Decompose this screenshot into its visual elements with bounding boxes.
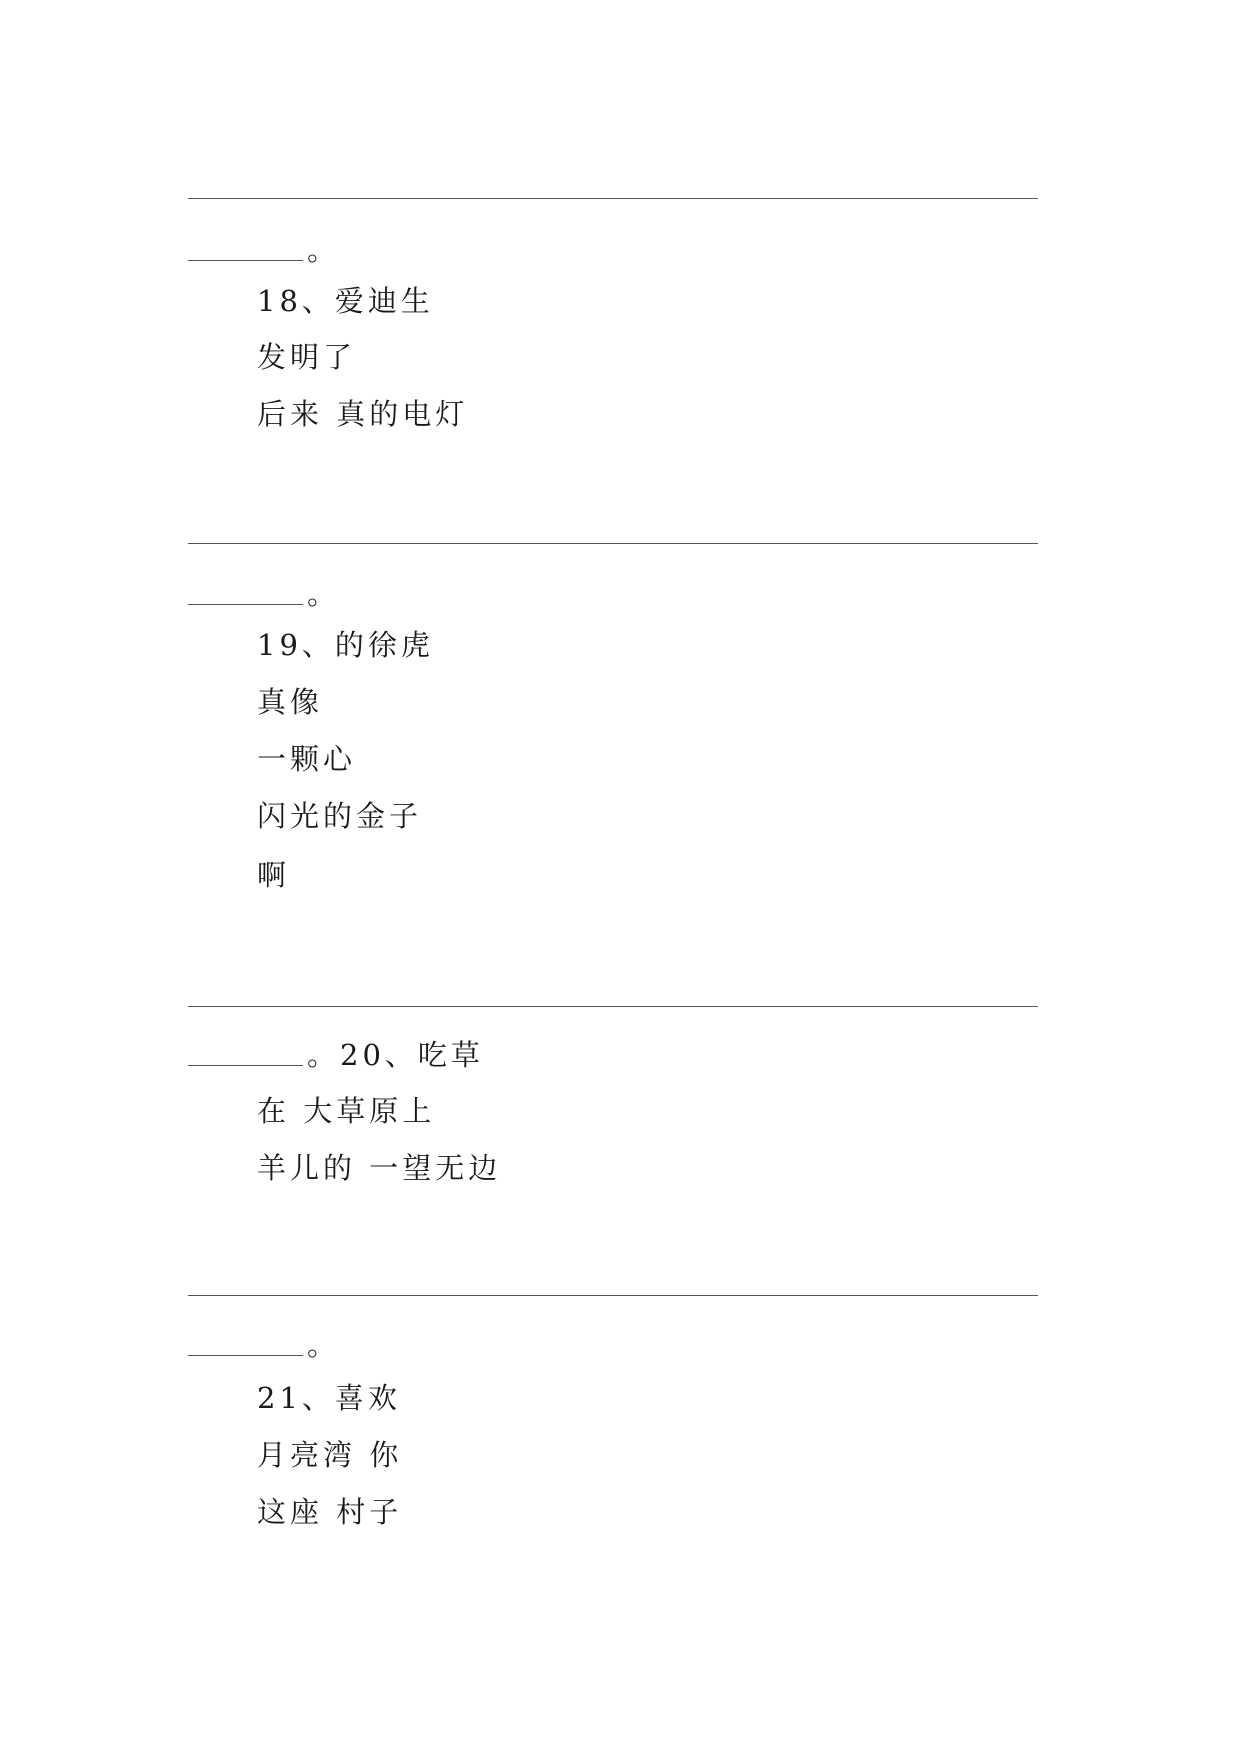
answer-line-short [188, 260, 303, 261]
answer-line-long [188, 1006, 1038, 1007]
question-21-title: 21、喜欢 [257, 1381, 401, 1415]
answer-line-end [188, 576, 340, 612]
question-19-word: 一颗心 [257, 742, 357, 776]
answer-line-long [188, 543, 1038, 544]
question-21-word: 这座 村子 [257, 1495, 403, 1529]
full-stop: 。 [307, 577, 341, 611]
question-19-title: 19、的徐虎 [257, 628, 434, 662]
answer-line-short [188, 1355, 303, 1356]
question-20-word: 羊儿的 一望无边 [257, 1151, 502, 1185]
question-19-word: 闪光的金子 [257, 799, 423, 833]
answer-line-short [188, 1065, 303, 1066]
answer-line-long [188, 198, 1038, 199]
question-19-word: 真像 [257, 685, 324, 719]
question-18-title: 18、爱迪生 [257, 284, 434, 318]
full-stop: 。 [307, 233, 341, 267]
answer-line-short [188, 604, 303, 605]
question-21-word: 月亮湾 你 [257, 1438, 403, 1472]
question-19-word: 啊 [257, 858, 291, 892]
full-stop: 。 [307, 1328, 341, 1362]
question-20-title: 20、吃草 [340, 1038, 484, 1072]
question-18-word: 后来 真的电灯 [257, 397, 469, 431]
full-stop: 。 [307, 1038, 341, 1072]
answer-line-end [188, 1037, 484, 1073]
answer-line-end [188, 232, 340, 268]
answer-line-long [188, 1295, 1038, 1296]
question-18-word: 发明了 [257, 340, 357, 374]
answer-line-end [188, 1327, 340, 1363]
question-20-word: 在 大草原上 [257, 1094, 436, 1128]
